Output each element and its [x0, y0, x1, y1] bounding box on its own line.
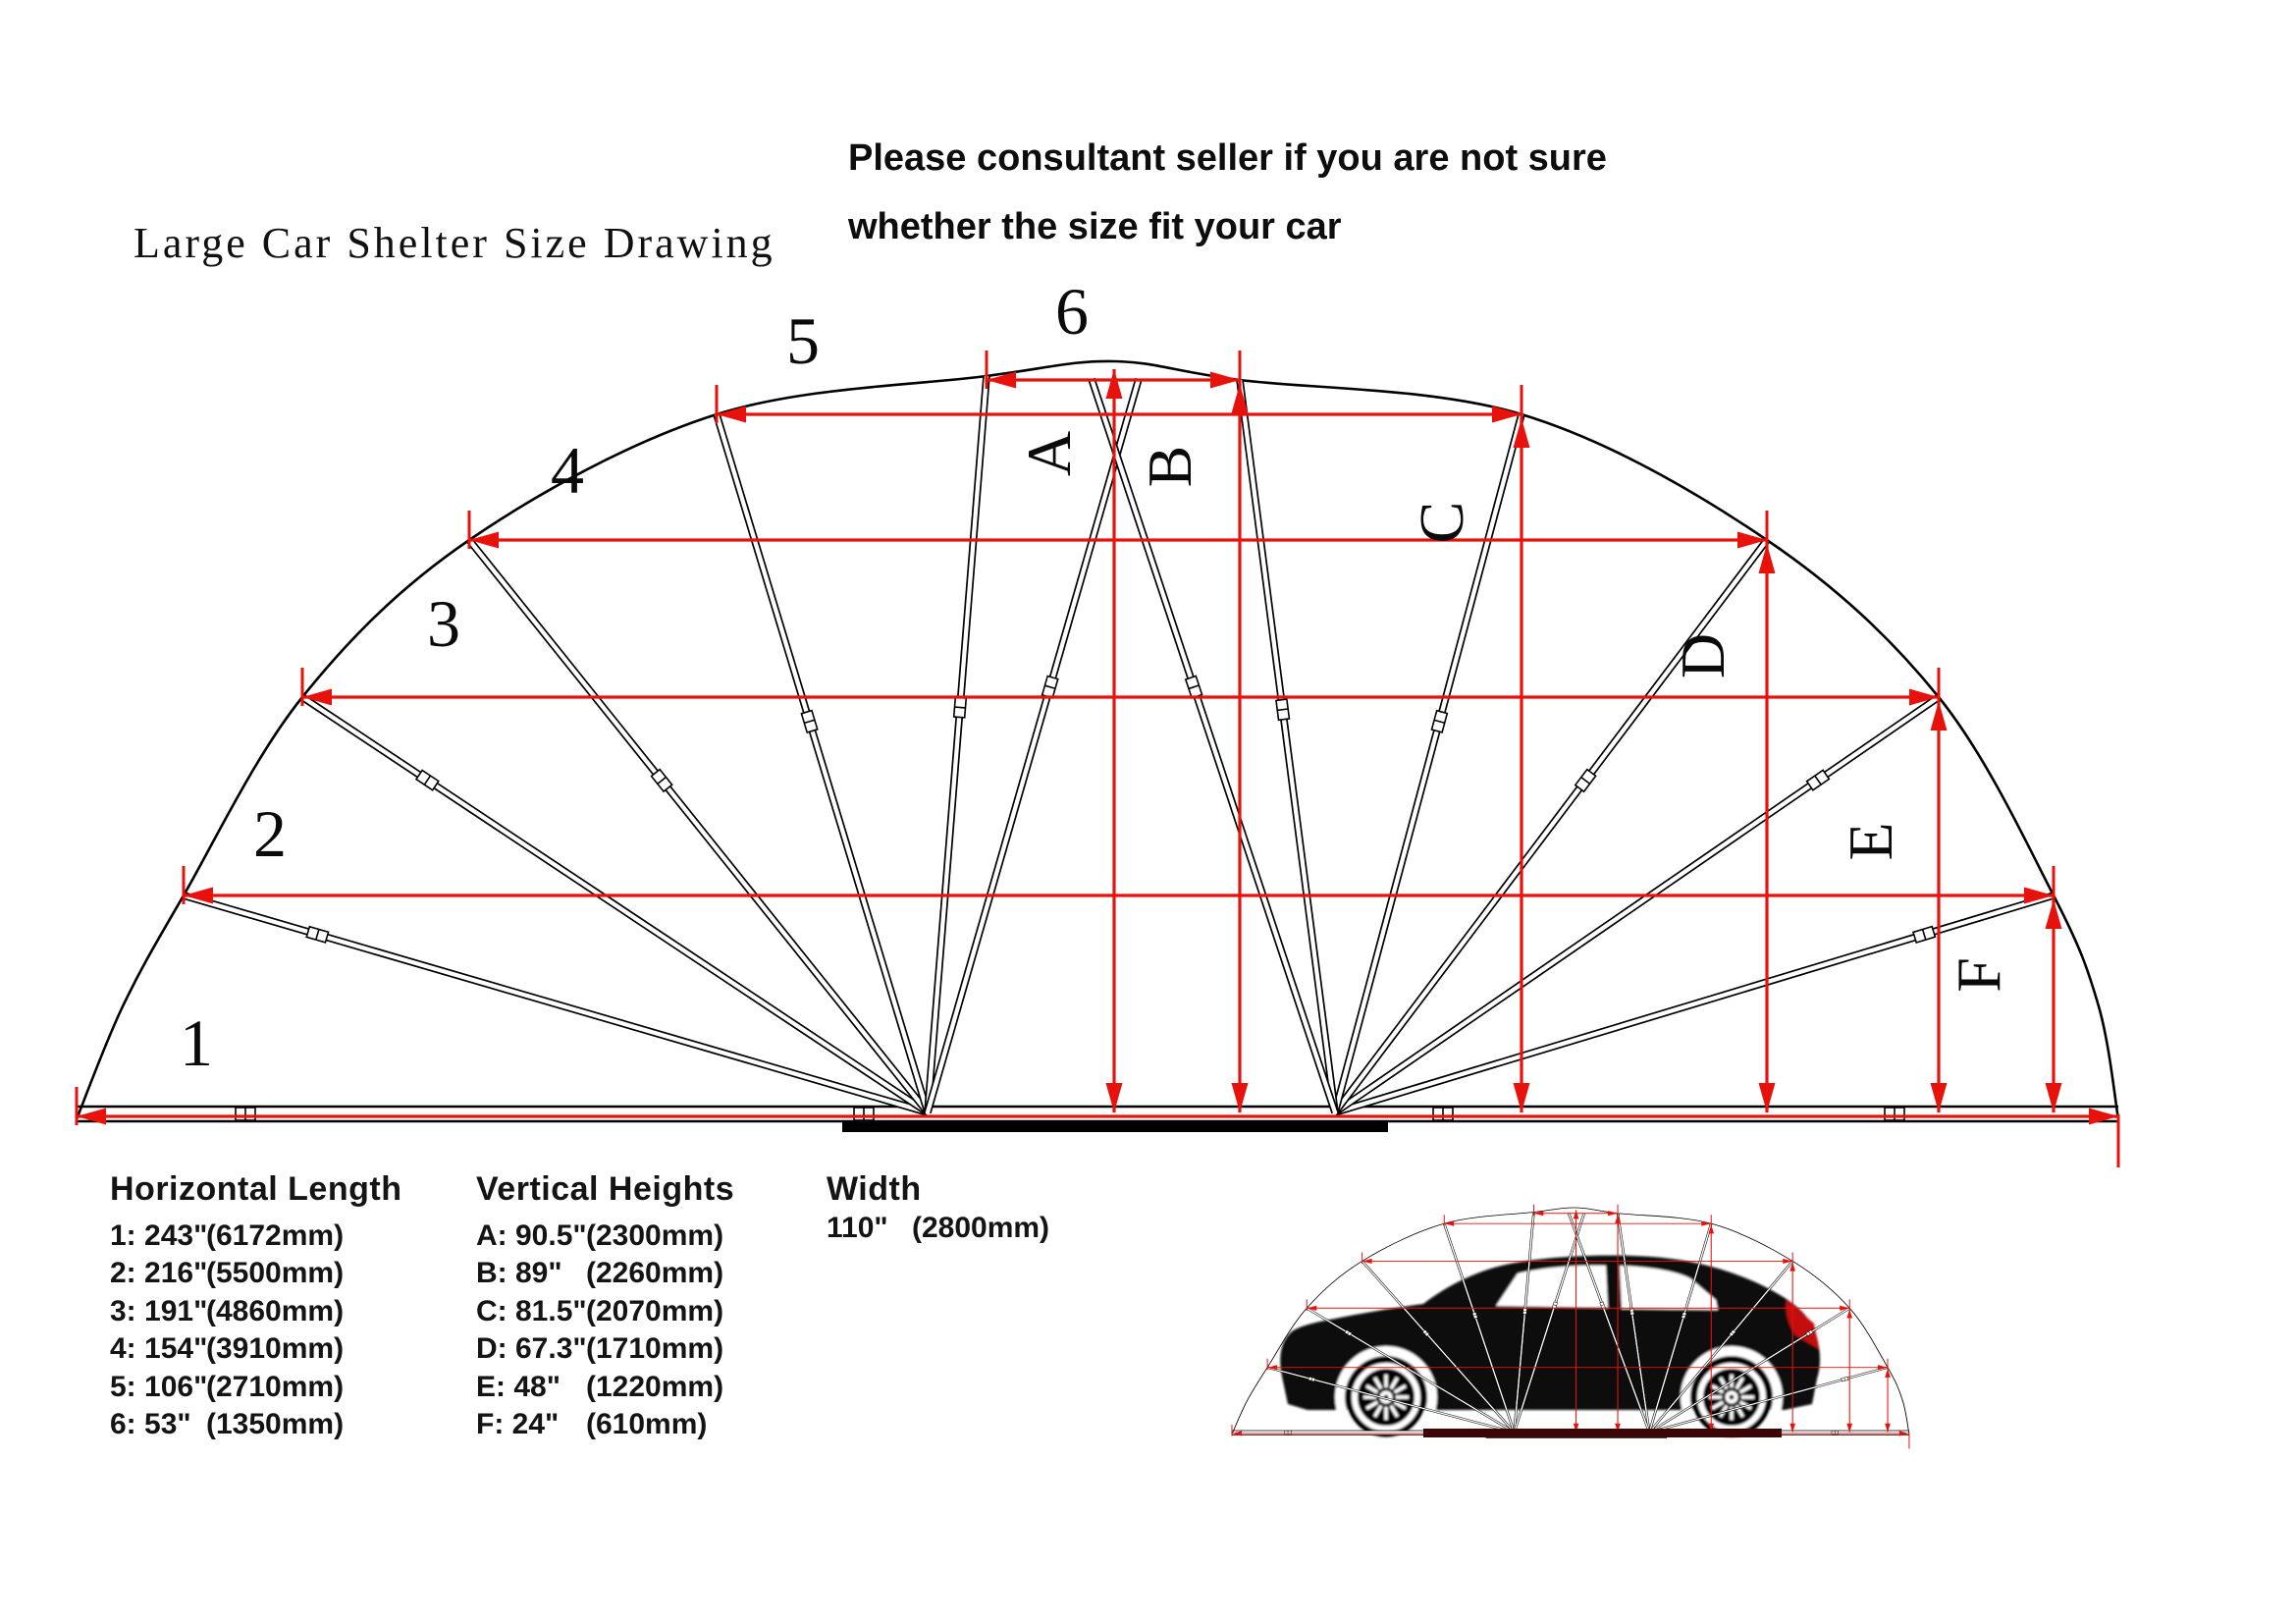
measure-label: 6: 53" [110, 1407, 191, 1440]
measure-mm: (5500mm) [206, 1257, 345, 1290]
rail-joint [1433, 1108, 1453, 1120]
table-row [110, 1255, 344, 1292]
h-dim-label-6: 6 [1055, 274, 1089, 349]
rail-joint [236, 1108, 255, 1120]
h-dim-label-3: 3 [427, 586, 460, 661]
rib [183, 893, 929, 1115]
rib [300, 695, 929, 1115]
headline-line1: Please consultant seller if you are not sure [848, 137, 1607, 179]
table-row [110, 1218, 344, 1255]
v-dim-line-C [1514, 418, 1530, 1112]
page-title: Large Car Shelter Size Drawing [133, 219, 775, 267]
v-dim-line-B [1232, 384, 1249, 1112]
table-row [476, 1255, 723, 1292]
ground-bar [842, 1121, 1388, 1132]
v-dim-label-A: A [1014, 430, 1084, 477]
rib-joint [954, 697, 967, 718]
rib-joint [1431, 711, 1447, 732]
rib [1237, 380, 1338, 1113]
rib [1333, 695, 1940, 1115]
measure-mm: (2070mm) [586, 1294, 724, 1327]
measure-label: C: 81.5" [476, 1294, 587, 1327]
rib [467, 538, 931, 1114]
horizontal-length-table [110, 1170, 402, 1440]
rib-joint [1042, 677, 1058, 698]
table-row [476, 1330, 723, 1368]
rib-joint [801, 711, 817, 732]
table-row [110, 1293, 344, 1330]
headline-line2: whether the size fit your car [848, 206, 1342, 247]
v-dim-line-E [1931, 701, 1948, 1112]
table-row [476, 1218, 723, 1255]
rib [1333, 538, 1770, 1114]
horizontal-length-header: Horizontal Length [110, 1170, 402, 1208]
car-front-wheel [1340, 1351, 1432, 1443]
h-dim-line-2 [184, 866, 2054, 904]
measure-mm: (2300mm) [586, 1219, 724, 1252]
v-dim-label-D: D [1668, 632, 1737, 679]
vertical-heights-rows [476, 1218, 723, 1443]
rib-joint [1807, 770, 1830, 789]
mini-shelter-with-car [1232, 1205, 1909, 1449]
vertical-heights-table [476, 1170, 735, 1440]
measure-label: F: 24" [476, 1407, 560, 1440]
width-value [827, 1212, 1049, 1245]
measure-label: 3: 191" [110, 1294, 208, 1327]
measure-label: B: 89" [476, 1257, 562, 1290]
table-row [110, 1406, 344, 1443]
v-dim-label-B: B [1135, 445, 1204, 488]
measure-mm: (610mm) [586, 1407, 708, 1440]
rib [1334, 893, 2055, 1115]
measure-mm: (2710mm) [206, 1370, 345, 1403]
dimension-lines [77, 351, 2118, 1167]
measure-mm: (2260mm) [586, 1257, 724, 1290]
h-dim-line-4 [469, 511, 1767, 549]
rib-joint [416, 770, 439, 789]
rib-joint [1186, 676, 1202, 697]
measure-label: 5: 106" [110, 1370, 208, 1403]
table-row [476, 1293, 723, 1330]
measure-label: 2: 216" [110, 1257, 208, 1290]
h-dim-label-4: 4 [551, 433, 584, 508]
car-silhouette [1280, 1256, 1820, 1443]
base-rail [77, 1107, 2118, 1121]
rail-joint [1885, 1108, 1904, 1120]
shelter-structure [77, 351, 2118, 1167]
h-dim-label-2: 2 [253, 796, 287, 871]
measure-mm: (3910mm) [206, 1332, 345, 1366]
v-dim-line-D [1759, 544, 1776, 1112]
mini-ground-bar [1423, 1429, 1782, 1437]
rib-joint [1276, 699, 1289, 720]
measure-mm: (6172mm) [206, 1219, 345, 1252]
measure-mm: (4860mm) [206, 1294, 345, 1327]
table-row [476, 1369, 723, 1406]
h-dim-label-1: 1 [180, 1005, 213, 1080]
v-dim-label-C: C [1407, 501, 1476, 544]
measure-label: 4: 154" [110, 1332, 208, 1366]
measure-mm: (1350mm) [206, 1407, 345, 1440]
width-table [827, 1170, 1050, 1244]
measure-label: D: 67.3" [476, 1332, 587, 1366]
rib-joint [1575, 770, 1596, 792]
table-row [110, 1330, 344, 1368]
v-dim-line-F [2046, 899, 2062, 1112]
width-mm: (2800mm) [911, 1212, 1050, 1244]
rib [714, 413, 931, 1113]
car-mirror [1481, 1286, 1495, 1296]
vertical-heights-header: Vertical Heights [476, 1170, 735, 1208]
measure-label: A: 90.5" [476, 1219, 587, 1252]
width-inches: 110" [827, 1212, 888, 1244]
v-dim-label-F: F [1944, 957, 2013, 993]
rib-joint [1913, 927, 1935, 943]
h-dim-label-5: 5 [786, 303, 820, 378]
measure-mm: (1220mm) [586, 1370, 724, 1403]
rib-joint [652, 770, 672, 791]
canopy-arc [77, 361, 2118, 1119]
table-row [476, 1406, 723, 1443]
measure-mm: (1710mm) [586, 1332, 724, 1366]
horizontal-length-rows [110, 1218, 344, 1443]
rail-joint [854, 1108, 874, 1120]
rib-joint [306, 927, 328, 943]
measure-label: E: 48" [476, 1370, 561, 1403]
v-dim-label-E: E [1836, 822, 1905, 861]
measure-label: 1: 243" [110, 1219, 208, 1252]
table-row [110, 1369, 344, 1406]
rib [1089, 378, 1338, 1113]
width-header: Width [827, 1170, 922, 1208]
